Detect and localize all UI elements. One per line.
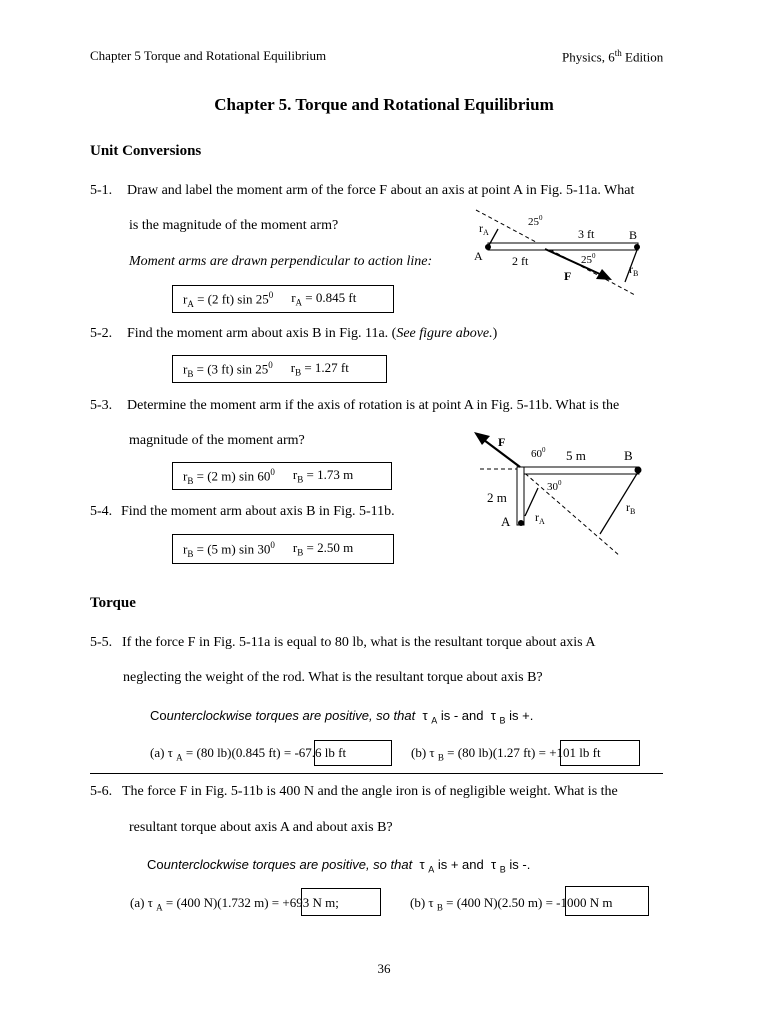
problem-5-5-number: 5-5. [90,635,113,650]
answer-eq-a: $r_B = (5$ m) $\sin 30^0$ [183,539,275,559]
force-arrowhead [596,269,612,280]
problem-5-6-answer-b: (b) τ $_B$ = (400 N)(2.50 m) = -1000 N m [410,895,613,913]
problem-5-1-answer-box [172,285,394,313]
label-angle-60: $60^0$ [531,446,546,460]
label-ra: $r_A$ [535,510,545,526]
horizontal-divider [90,773,663,774]
label-angle-bottom: $25^0$ [581,252,596,266]
label-force: F [564,269,572,283]
problem-5-5-answer-b-box [560,740,640,766]
problem-5-4-text: Find the moment arm about axis B in Fig. 5-11b. [121,504,395,519]
problem-5-3-text-line2: magnitude of the moment arm? [129,433,305,448]
problem-5-1-text-line2: is the magnitude of the moment arm? [129,218,339,233]
label-rb: $r_B$ [626,500,636,516]
page-number: 36 [377,961,391,976]
problem-5-6-sign-convention: Counterclockwise torques are positive, so that τ $_A$ is + and τ $_B$ is -. [147,857,531,875]
problem-5-1-number: 5-1. [90,183,113,198]
angle-iron-vertical [517,467,524,525]
problem-5-6-answer-a-box [301,888,381,916]
running-header-right: Physics, 6th Edition [562,48,664,65]
problem-5-3-answer-box [172,462,392,490]
problem-5-6-text-line2: resultant torque about axis A and about axis B? [129,820,393,835]
chapter-title: Chapter 5. Torque and Rotational Equilibrium [214,95,554,114]
pivot-a [518,520,524,526]
section-heading-unit-conversions: Unit Conversions [90,143,202,159]
label-3ft: 3 ft [578,227,595,241]
problem-5-6-answer-a: (a) τ $_A$ = (400 N)(1.732 m) = +693 N m; [130,895,339,913]
moment-arm-b [600,472,638,534]
answer-eq-a: $r_B = (2$ m) $\sin 60^0$ [183,466,275,486]
angle-iron-horizontal [517,467,639,474]
answer-eq-b: $r_B = 1.27$ ft [290,360,349,378]
label-rb: $r_B$ [629,262,639,278]
problem-5-6-answer-b-box [565,886,649,916]
problem-5-3-number: 5-3. [90,398,113,413]
problem-5-4-answer-box [172,534,394,564]
answer-eq-b: $r_A = 0.845$ ft [291,290,357,308]
problem-5-5-answer-a: (a) τ $_A$ = (80 lb)(0.845 ft) = -67.6 lb ft [150,745,347,763]
action-line [476,210,638,295]
answer-eq-b: $r_B = 2.50$ m [292,540,354,558]
problem-5-5-answer-b: (b) τ $_B$ = (80 lb)(1.27 ft) = +101 lb ft [411,745,601,763]
problem-5-2-answer-box [172,355,387,383]
label-2ft: 2 ft [512,254,529,268]
label-a: A [474,249,483,263]
label-angle-top: $25^0$ [528,214,543,228]
problem-5-5-answer-a-box [314,740,392,766]
label-b: B [629,228,638,242]
figure-5-11b [470,428,655,558]
label-b: B [624,448,633,463]
problem-5-4-number: 5-4. [90,504,113,519]
problem-5-6-number: 5-6. [90,784,113,799]
problem-5-6-text-line1: The force F in Fig. 5-11b is 400 N and the angle iron is of negligible weight. What is the [122,784,618,799]
problem-5-5-text-line1: If the force F in Fig. 5-11a is equal to 80 lb, what is the resultant torque about axis A [122,635,596,650]
label-5m: 5 m [566,448,586,463]
answer-eq-b: $r_B = 1.73$ m [292,467,354,485]
problem-5-1-note: Moment arms are drawn perpendicular to action line: [129,254,433,269]
label-a: A [501,514,511,529]
problem-5-2-text: Find the moment arm about axis B in Fig. 11a. (See figure above.) [127,326,498,341]
label-ra: $r_A$ [479,221,489,237]
problem-5-2-number: 5-2. [90,326,113,341]
label-2m: 2 m [487,490,507,505]
rod [488,243,638,250]
label-angle-30: $30^0$ [547,479,562,493]
running-header-left: Chapter 5 Torque and Rotational Equilibrium [90,48,327,63]
answer-eq-a: $r_A = (2$ ft) $\sin 25^0$ [183,289,274,309]
section-heading-torque: Torque [90,595,136,611]
label-force: F [498,435,506,449]
problem-5-1-text-line1: Draw and label the moment arm of the force F about an axis at point A in Fig. 5-11a. What [127,183,635,198]
problem-5-5-sign-convention: Counterclockwise torques are positive, so that τ $_A$ is - and τ $_B$ is +. [150,708,534,726]
answer-eq-a: $r_B = (3$ ft) $\sin 25^0$ [183,359,273,379]
problem-5-5-text-line2: neglecting the weight of the rod. What is the resultant torque about axis B? [123,670,543,685]
problem-5-3-text-line1: Determine the moment arm if the axis of rotation is at point A in Fig. 5-11b. What is the [127,398,620,413]
figure-5-11a [470,205,650,300]
pivot-b [634,244,640,250]
